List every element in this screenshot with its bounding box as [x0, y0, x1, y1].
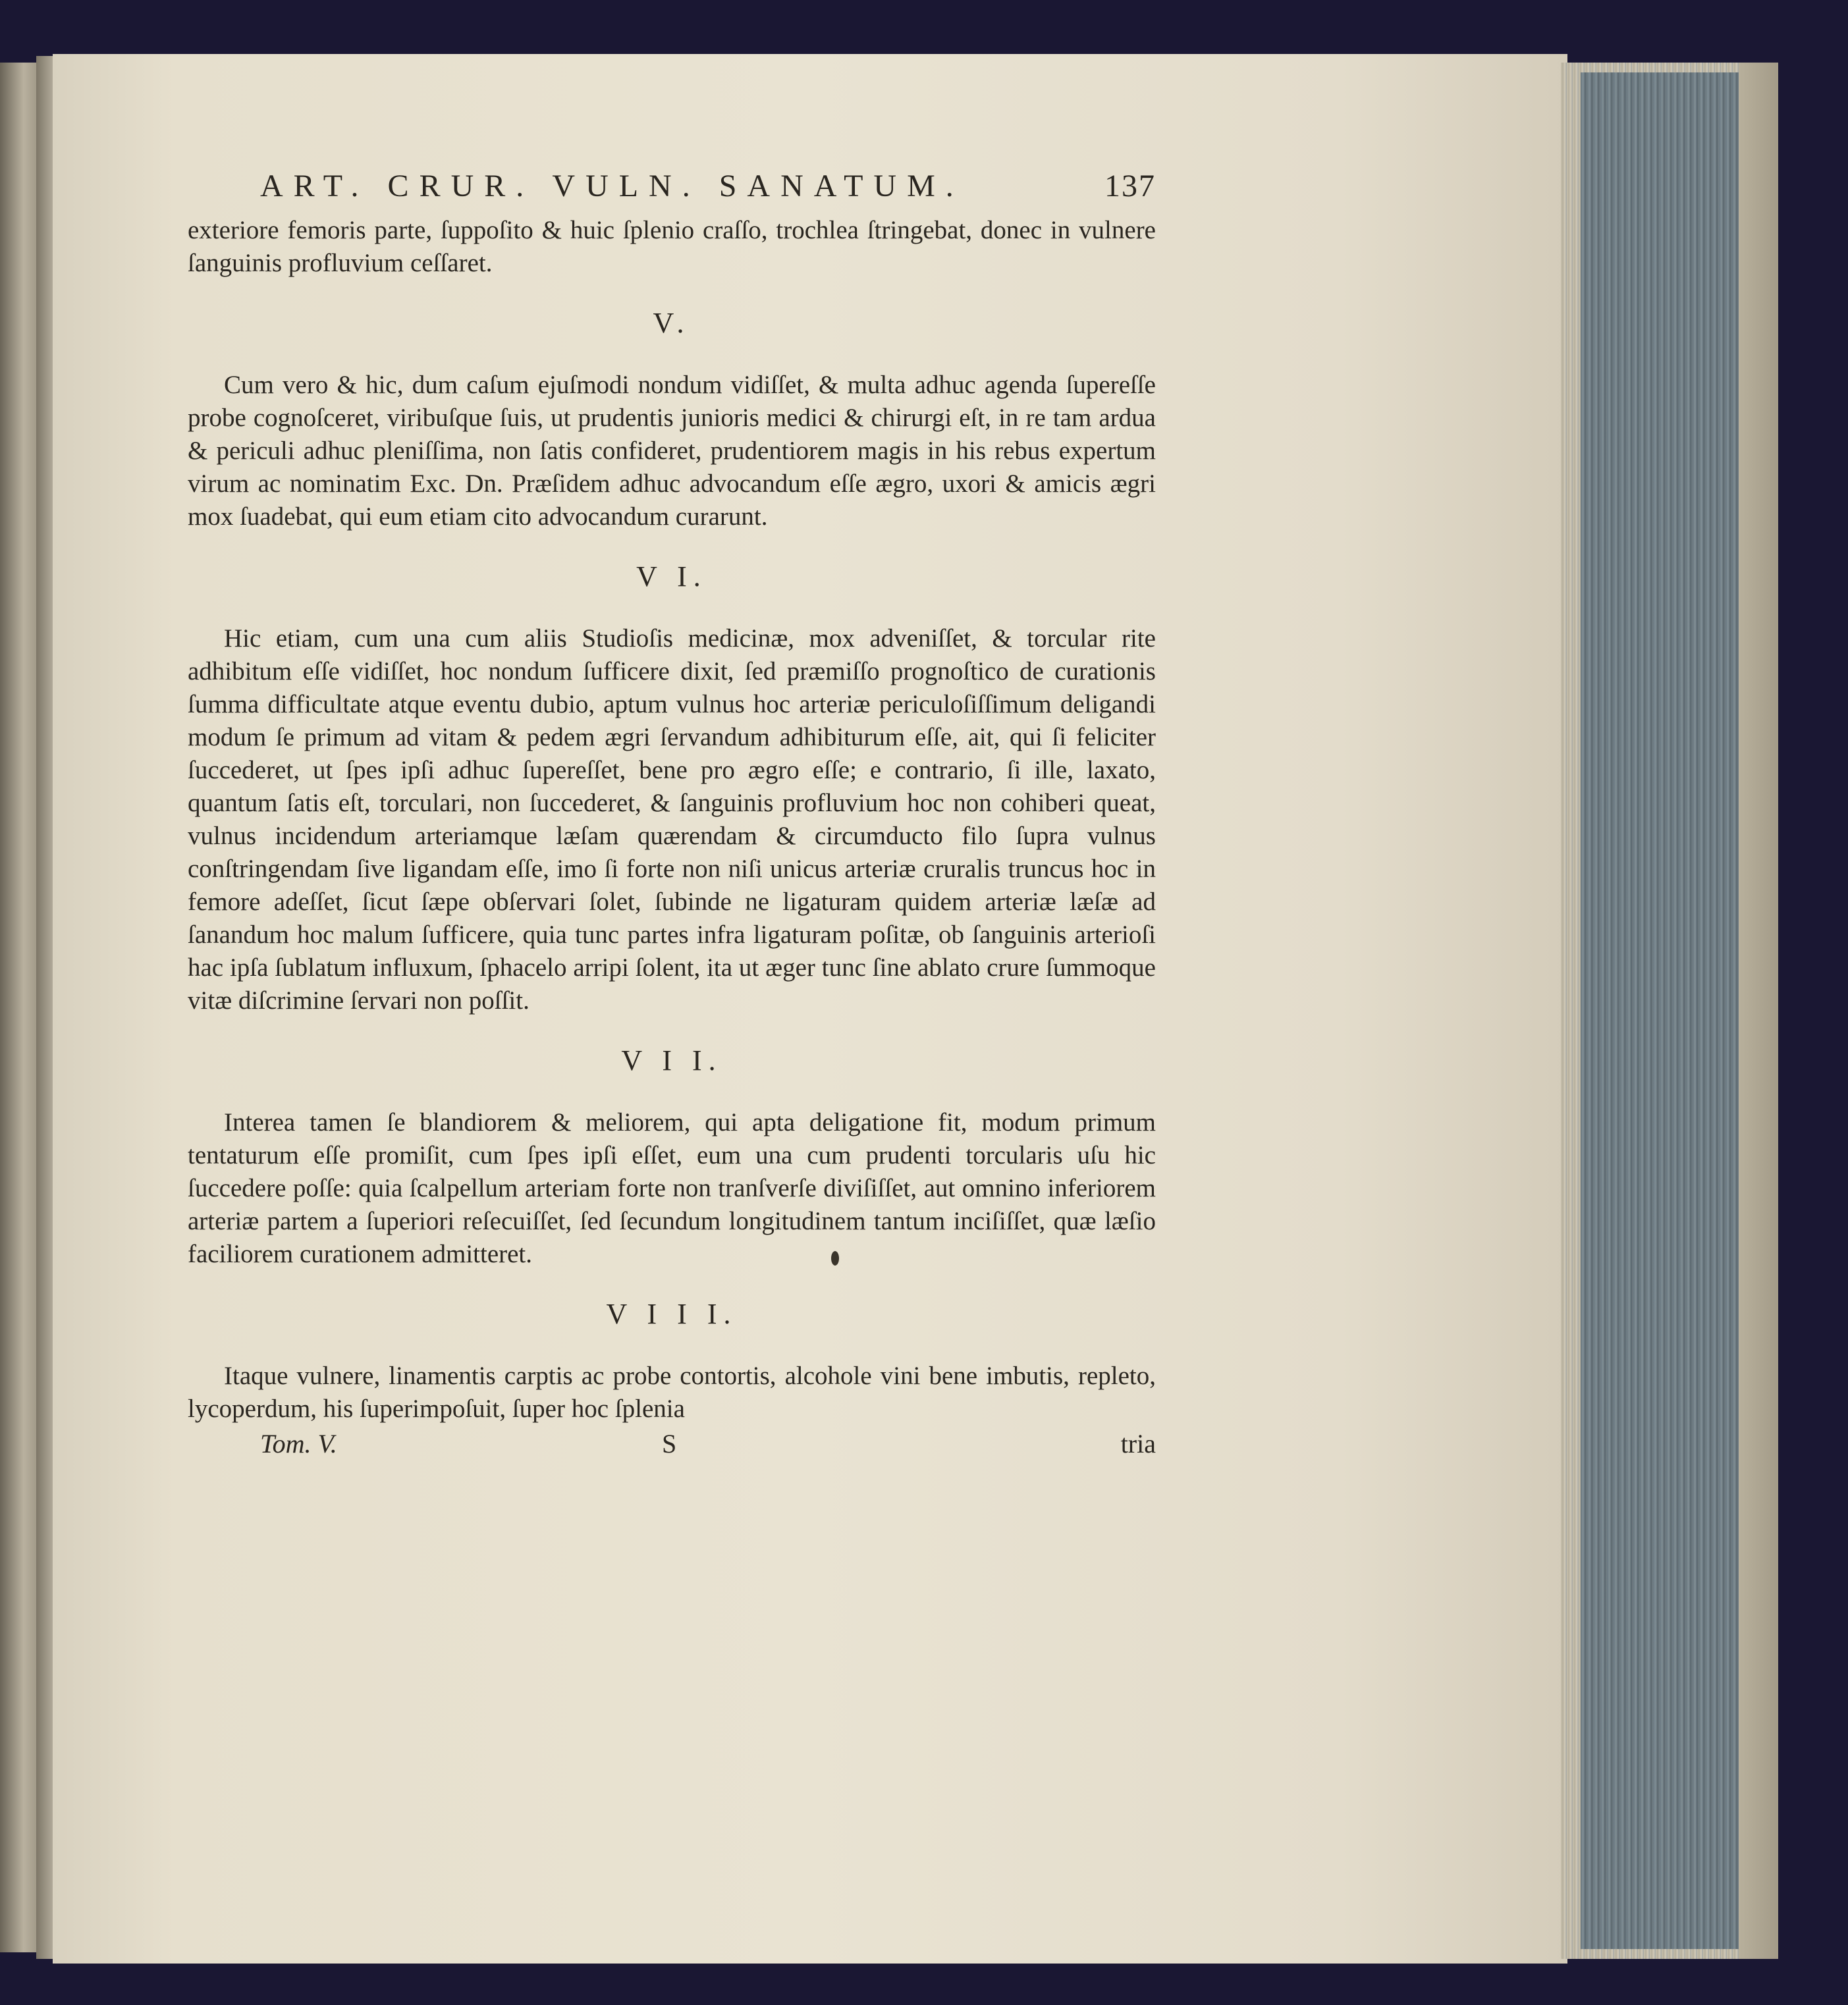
- section-heading-vii: V I I.: [621, 1044, 722, 1077]
- running-head-title: ART. CRUR. VULN. SANATUM.: [260, 169, 964, 203]
- paragraph-vii: Interea tamen ſe blandiorem & meliorem, qui apta deligatione fit, modum primum tentaturum eſſe promiſit, cum ſpes ipſi eſſet, eum una cum prudenti torcularis uſu hic ſuccedere poſſe: quia ſcalpellum arteriam forte non tranſverſe diviſiſſet, aut omnino inferiorem arteriæ partem a ſuperiori reſecuiſſet, ſed ſecundum longitudinem tantum inciſiſſet, quæ læſio faciliorem curationem admitteret.: [188, 1108, 1156, 1268]
- section-heading-viii: V I I I.: [606, 1298, 738, 1330]
- running-head: [188, 168, 1156, 214]
- fore-edge: [1581, 72, 1745, 1949]
- catchword: tria: [1120, 1429, 1156, 1458]
- cover-board: [1739, 63, 1778, 1959]
- section-heading-vi: V I.: [636, 560, 707, 593]
- paragraph-continuation: exteriore femoris parte, ſuppoſito & huic ſplenio craſſo, trochlea ſtringebat, donec in vulnere ſanguinis profluvium ceſſaret.: [188, 216, 1156, 277]
- signature-mark: S: [662, 1429, 677, 1458]
- paragraph-vi: Hic etiam, cum una cum aliis Studioſis medicinæ, mox adveniſſet, & torcular rite adhibitum eſſe vidiſſet, hoc nondum ſufficere dixit, ſed præmiſſo prognoſtico de curationis ſumma difficultate atque eventu dubio, aptum vulnus hoc arteriæ periculoſiſſimum deligandi modum ſe primum ad vitam & pedem ægri ſervandum adhibiturum eſſe, ait, qui ſi feliciter ſuccederet, ut ſpes ipſi adhuc ſupereſſet, bene pro ægro eſſe; e contrario, ſi ille, laxato, quantum ſatis eſt, torculari, non ſuccederet, & ſanguinis profluvium hoc non cohiberi queat, vulnus incidendum arteriamque læſam quærendam & circumducto filo ſupra vulnus conſtringendam ſive ligandam eſſe, imo ſi forte non niſi unicus arteriæ cruralis truncus hoc in femore adeſſet, ſicut ſæpe obſervari ſolet, ſubinde ne ligaturam quidem arteriæ læſæ ad ſanandum hoc malum ſufficere, quia tunc partes infra ligaturam poſitæ, ob ſanguinis arterioſi hac ipſa ſublatum influxum, ſphacelo arripi ſolent, ita ut æger tunc ſine ablato crure ſummoque vitæ diſcrimine ſervari non poſſit.: [188, 624, 1156, 1015]
- volume-signature: Tom. V.: [260, 1429, 337, 1458]
- section-heading-v: V.: [653, 307, 691, 339]
- left-page-edge: [0, 63, 40, 1952]
- paragraph-v: Cum vero & hic, dum caſum ejuſmodi nondum vidiſſet, & multa adhuc agenda ſupereſſe probe cognoſceret, viribuſque ſuis, ut prudentis junioris medici & chirurgi eſt, in re tam ardua & periculi adhuc pleniſſima, non ſatis confideret, prudentiorem magis in his rebus expertum virum ac nominatim Exc. Dn. Præſidem adhuc advocandum eſſe ægro, uxori & amicis ægri mox ſuadebat, qui eum etiam cito advocandum curarunt.: [188, 371, 1156, 531]
- page-number: 137: [1104, 169, 1156, 203]
- page-text: [188, 168, 1156, 1461]
- page-footer: [188, 1428, 1156, 1461]
- ink-blot: [831, 1251, 839, 1266]
- paragraph-viii: Itaque vulnere, linamentis carptis ac probe contortis, alcohole vini bene imbutis, repleto, lycoperdum, his ſuperimpoſuit, ſuper hoc ſplenia: [188, 1362, 1156, 1423]
